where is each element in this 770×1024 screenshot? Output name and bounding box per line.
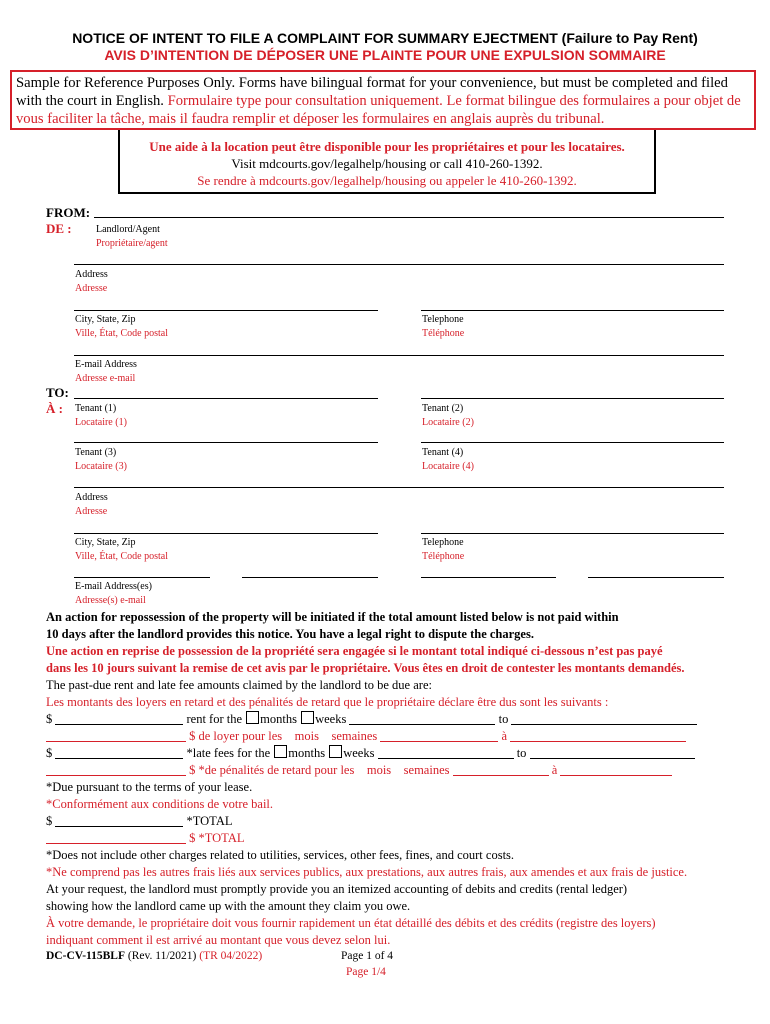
tenant4-field[interactable] — [421, 442, 724, 443]
weeks-label-fr: semaines — [403, 763, 450, 777]
exclusion-note-fr: *Ne comprend pas les autres frais liés aux services publics, aux prestations, aux autres frais, aux amendes et aux frais de justice. — [46, 865, 688, 879]
rent-from-date-field[interactable] — [349, 712, 495, 725]
notice-fr-2: dans les 10 jours suivant la remise de cet avis par le propriétaire. Vous êtes en droit de contester les montants demandés. — [46, 661, 685, 675]
rental-assistance-link-en[interactable]: Visit mdcourts.gov/legalhelp/housing or call 410-260-1392. — [231, 156, 543, 171]
late-fee-label: *late fees for the — [186, 746, 271, 760]
from-email-field[interactable] — [74, 355, 724, 356]
to-email2-field[interactable] — [242, 577, 378, 578]
dollar-sign: $ — [46, 746, 53, 760]
rent-row-fr — [46, 728, 686, 745]
to-email-label: E-mail Address(es) — [75, 581, 152, 592]
to-phone-label-fr: Téléphone — [422, 551, 465, 562]
landlord-field[interactable] — [94, 217, 724, 218]
late-fee-row — [46, 745, 695, 762]
to-label-inline-fr: à — [501, 729, 508, 743]
months-label-fr: mois — [366, 763, 392, 777]
rent-from-date-field-fr[interactable] — [380, 729, 498, 742]
rent-row — [46, 711, 697, 728]
total-label: *TOTAL — [186, 814, 233, 828]
rent-amount-field[interactable] — [55, 712, 183, 725]
to-email4-field[interactable] — [588, 577, 724, 578]
claim-en: The past-due rent and late fee amounts claimed by the landlord to be due are: — [46, 678, 432, 692]
tenant4-label: Tenant (4) — [422, 447, 464, 458]
total-amount-field[interactable] — [55, 814, 183, 827]
late-fee-row-fr — [46, 762, 672, 779]
to-address-field[interactable] — [74, 487, 724, 488]
form-id: DC-CV-115BLF — [46, 950, 126, 962]
page-title: NOTICE OF INTENT TO FILE A COMPLAINT FOR SUMMARY EJECTMENT (Failure to Pay Rent) — [72, 30, 698, 46]
from-label-fr: DE : — [46, 221, 72, 236]
late-weeks-checkbox[interactable] — [329, 745, 342, 758]
tenant2-label: Tenant (2) — [422, 403, 464, 414]
to-city-field[interactable] — [74, 533, 378, 534]
rent-to-date-field-fr[interactable] — [510, 729, 686, 742]
claim-fr: Les montants des loyers en retard et des pénalités de retard que le propriétaire déclare être dus sont les suivants : — [46, 695, 609, 709]
rent-months-checkbox[interactable] — [246, 711, 259, 724]
from-email-label: E-mail Address — [75, 359, 137, 370]
landlord-label: Landlord/Agent — [96, 224, 160, 235]
dollar-sign: $ — [46, 814, 53, 828]
weeks-label-fr: semaines — [331, 729, 378, 743]
form-tr: (TR 04/2022) — [199, 950, 263, 962]
tenant1-label: Tenant (1) — [75, 403, 117, 414]
notice-en-2: 10 days after the landlord provides this notice. You have a legal right to dispute the charges. — [46, 627, 534, 641]
request-note-fr-1: À votre demande, le propriétaire doit vous fournir rapidement un état détaillé des débits et des crédits (registre des loyers) — [46, 916, 656, 930]
rental-assistance-fr: Une aide à la location peut être disponible pour les propriétaires et pour les locataires. — [149, 139, 625, 154]
late-to-date-field-fr[interactable] — [560, 763, 672, 776]
from-phone-field[interactable] — [421, 310, 724, 311]
rent-for-label-fr: $ de loyer pour les — [189, 729, 283, 743]
to-label-inline: to — [516, 746, 527, 760]
tenant4-label-fr: Locataire (4) — [422, 461, 474, 472]
disclaimer-box — [10, 70, 756, 130]
months-label-fr: mois — [294, 729, 319, 743]
tenant2-label-fr: Locataire (2) — [422, 417, 474, 428]
due-note: *Due pursuant to the terms of your lease. — [46, 780, 253, 794]
disclaimer-en: Sample for Reference Purposes Only. Forms have bilingual format for your convenience, but must be completed and filed with the court in English. — [16, 75, 728, 109]
from-label: FROM: — [46, 205, 91, 220]
rental-assistance-box — [118, 120, 656, 194]
dollar-sign: $ — [46, 712, 53, 726]
landlord-label-fr: Propriétaire/agent — [96, 238, 168, 249]
to-city-label: City, State, Zip — [75, 537, 136, 548]
notice-fr-1: Une action en reprise de possession de la propriété sera engagée si le montant total indiqué ci-dessous n’est pas payé — [46, 644, 663, 658]
tenant2-field[interactable] — [421, 398, 724, 399]
to-label: TO: — [46, 385, 69, 400]
disclaimer-fr: Formulaire type pour consultation uniquement. Le format bilingue des formulaires a pour objet de vous faciliter la tâche, mais il faudra remplir et déposer les formulaires en anglais auprès du tribunal. — [16, 93, 741, 127]
form-rev: (Rev. 11/2021) — [127, 950, 197, 962]
request-note-2: showing how the landlord came up with the amount they claim you owe. — [46, 899, 411, 913]
page-number-fr: Page 1/4 — [346, 966, 386, 978]
form-footer-id — [46, 948, 262, 965]
late-fee-label-fr: $ *de pénalités de retard pour les — [189, 763, 355, 777]
to-address-label-fr: Adresse — [75, 506, 108, 517]
late-months-checkbox[interactable] — [274, 745, 287, 758]
late-fee-amount-field-fr[interactable] — [46, 763, 186, 776]
from-address-field[interactable] — [74, 264, 724, 265]
tenant3-label: Tenant (3) — [75, 447, 117, 458]
to-label-inline-fr: à — [551, 763, 558, 777]
from-city-field[interactable] — [74, 310, 378, 311]
exclusion-note: *Does not include other charges related to utilities, services, other fees, fines, and court costs. — [46, 848, 515, 862]
to-label-fr: À : — [46, 401, 63, 416]
notice-en-1: An action for repossession of the property will be initiated if the total amount listed below is not paid within — [46, 610, 619, 624]
page-title-fr: AVIS D’INTENTION DE DÉPOSER UNE PLAINTE POUR UNE EXPULSION SOMMAIRE — [104, 47, 666, 63]
rent-for-label: rent for the — [186, 712, 243, 726]
tenant1-label-fr: Locataire (1) — [75, 417, 127, 428]
to-email1-field[interactable] — [74, 577, 210, 578]
page-number: Page 1 of 4 — [341, 950, 394, 962]
due-note-fr: *Conformément aux conditions de votre bail. — [46, 797, 274, 811]
from-address-label-fr: Adresse — [75, 283, 108, 294]
rental-assistance-link-fr[interactable]: Se rendre à mdcourts.gov/legalhelp/housing ou appeler le 410-260-1392. — [197, 173, 577, 188]
late-from-date-field-fr[interactable] — [453, 763, 549, 776]
from-city-label-fr: Ville, État, Code postal — [75, 328, 168, 339]
tenant3-label-fr: Locataire (3) — [75, 461, 127, 472]
tenant3-field[interactable] — [74, 442, 378, 443]
rent-to-date-field[interactable] — [511, 712, 697, 725]
request-note-1: At your request, the landlord must promptly provide you an itemized accounting of debits and credits (rental ledger) — [46, 882, 628, 896]
rent-amount-field-fr[interactable] — [46, 729, 186, 742]
to-address-label: Address — [75, 492, 108, 503]
rent-weeks-checkbox[interactable] — [301, 711, 314, 724]
from-city-label: City, State, Zip — [75, 314, 136, 325]
to-email-label-fr: Adresse(s) e-mail — [75, 595, 146, 606]
late-to-date-field[interactable] — [530, 746, 695, 759]
weeks-label: weeks — [343, 746, 375, 760]
request-note-fr-2: indiquant comment il est arrivé au montant que vous devez selon lui. — [46, 933, 391, 947]
months-label: months — [260, 712, 297, 726]
to-phone-label: Telephone — [422, 537, 464, 548]
from-phone-label-fr: Téléphone — [422, 328, 465, 339]
tenant1-field[interactable] — [74, 398, 378, 399]
late-fee-amount-field[interactable] — [55, 746, 183, 759]
from-phone-label: Telephone — [422, 314, 464, 325]
to-email3-field[interactable] — [421, 577, 556, 578]
months-label: months — [288, 746, 326, 760]
weeks-label: weeks — [315, 712, 347, 726]
total-row — [46, 813, 232, 830]
to-label-inline: to — [498, 712, 509, 726]
to-city-label-fr: Ville, État, Code postal — [75, 551, 168, 562]
total-label-fr: $ *TOTAL — [189, 831, 245, 845]
total-amount-field-fr[interactable] — [46, 831, 186, 844]
to-phone-field[interactable] — [421, 533, 724, 534]
total-row-fr — [46, 830, 244, 847]
from-email-label-fr: Adresse e-mail — [75, 373, 136, 384]
late-from-date-field[interactable] — [378, 746, 514, 759]
from-address-label: Address — [75, 269, 108, 280]
